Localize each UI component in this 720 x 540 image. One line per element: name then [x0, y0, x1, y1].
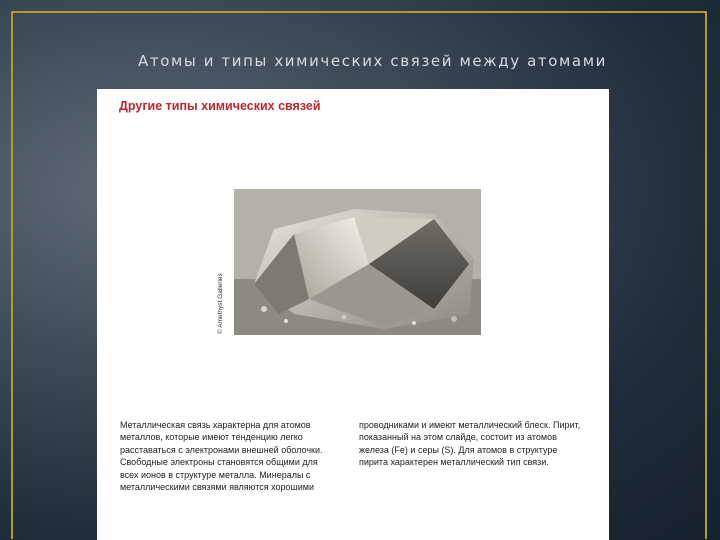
pyrite-crystal-image: [234, 189, 481, 335]
pyrite-photo: [234, 189, 481, 335]
panel-heading: Другие типы химических связей: [119, 99, 321, 113]
body-text-left: Металлическая связь характерна для атомов металлов, которые имеют тенденцию легко расставаться с электронами внешней оболочки. Свободные электроны становятся общими для всех ионов в структуре металла. Минералы с металлическими связями являются хорошими: [120, 420, 323, 493]
slide-title: Атомы и типы химических связей между атомами: [138, 52, 607, 70]
content-panel: [97, 89, 609, 540]
image-credit: © Amethyst Galleries: [217, 273, 224, 334]
body-text-right: проводниками и имеют металлический блеск. Пирит, показанный на этом слайде, состоит из атомов железа (Fe) и серы (S). Для атомов в структуре пирита характерен металлический тип связи.: [359, 420, 581, 468]
